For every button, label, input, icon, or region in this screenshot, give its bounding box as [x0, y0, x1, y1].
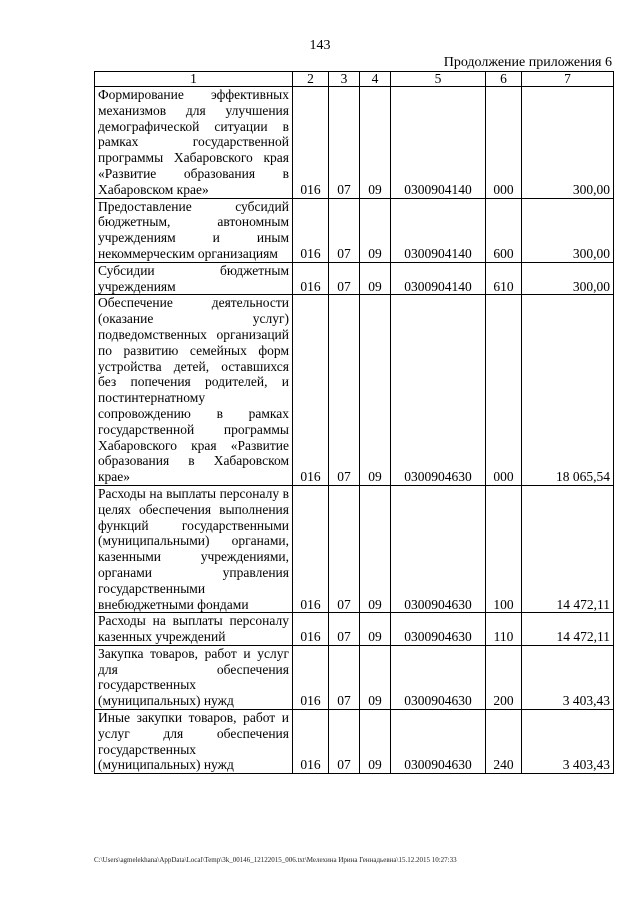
amount: 14 472,11: [522, 485, 614, 612]
amount: 300,00: [522, 87, 614, 199]
expense-type-code: 600: [486, 198, 522, 262]
target-article-code: 0300904630: [391, 645, 486, 709]
section-code: 07: [329, 295, 360, 486]
row-description: Формирование эффективных механизмов для улучшения демографической ситуации в рамках государственной программы Хабаровского края «Развитие образования в Хабаровском крае»: [95, 87, 293, 199]
amount: 300,00: [522, 262, 614, 295]
expense-type-code: 610: [486, 262, 522, 295]
subsection-code: 09: [360, 295, 391, 486]
ministry-code: 016: [293, 645, 329, 709]
expense-type-code: 100: [486, 485, 522, 612]
subsection-code: 09: [360, 613, 391, 646]
expense-type-code: 000: [486, 87, 522, 199]
row-description: Субсидии бюджетным учреждениям: [95, 262, 293, 295]
column-header: 6: [486, 72, 522, 87]
column-header: 7: [522, 72, 614, 87]
column-header: 2: [293, 72, 329, 87]
amount: 3 403,43: [522, 710, 614, 774]
ministry-code: 016: [293, 613, 329, 646]
table-row: [95, 87, 614, 199]
column-header: 3: [329, 72, 360, 87]
target-article-code: 0300904630: [391, 613, 486, 646]
subsection-code: 09: [360, 198, 391, 262]
budget-table: [94, 71, 614, 774]
subsection-code: 09: [360, 87, 391, 199]
target-article-code: 0300904140: [391, 198, 486, 262]
table-row: [95, 645, 614, 709]
amount: 14 472,11: [522, 613, 614, 646]
row-description: Предоставление субсидий бюджетным, автономным учреждениям и иным некоммерческим организациям: [95, 198, 293, 262]
table-row: [95, 295, 614, 486]
expense-type-code: 110: [486, 613, 522, 646]
amount: 300,00: [522, 198, 614, 262]
expense-type-code: 000: [486, 295, 522, 486]
section-code: 07: [329, 87, 360, 199]
row-description: Расходы на выплаты персоналу казенных учреждений: [95, 613, 293, 646]
amount: 18 065,54: [522, 295, 614, 486]
target-article-code: 0300904630: [391, 710, 486, 774]
section-code: 07: [329, 710, 360, 774]
row-description: Обеспечение деятельности (оказание услуг) подведомственных организаций по развитию семейных форм устройства детей, оставшихся без попечения родителей, и постинтернатному сопровождению в рамках государственной программы Хабаровского края «Развитие образования в Хабаровском крае»: [95, 295, 293, 486]
target-article-code: 0300904630: [391, 485, 486, 612]
section-code: 07: [329, 262, 360, 295]
column-header: 4: [360, 72, 391, 87]
section-code: 07: [329, 198, 360, 262]
ministry-code: 016: [293, 262, 329, 295]
subsection-code: 09: [360, 710, 391, 774]
table-header-row: [95, 72, 614, 87]
amount: 3 403,43: [522, 645, 614, 709]
ministry-code: 016: [293, 710, 329, 774]
section-code: 07: [329, 613, 360, 646]
target-article-code: 0300904140: [391, 262, 486, 295]
target-article-code: 0300904630: [391, 295, 486, 486]
file-path-footer: C:\Users\agmelekhana\AppData\Local\Temp\3k_00146_12122015_006.txt\Мелехина Ирина Геннадьевна\15.12.2015 10:27:33: [94, 856, 457, 864]
expense-type-code: 200: [486, 645, 522, 709]
ministry-code: 016: [293, 87, 329, 199]
section-code: 07: [329, 485, 360, 612]
column-header: 1: [95, 72, 293, 87]
row-description: Закупка товаров, работ и услуг для обеспечения государственных (муниципальных) нужд: [95, 645, 293, 709]
expense-type-code: 240: [486, 710, 522, 774]
table-row: [95, 262, 614, 295]
column-header: 5: [391, 72, 486, 87]
subsection-code: 09: [360, 485, 391, 612]
table-row: [95, 485, 614, 612]
ministry-code: 016: [293, 295, 329, 486]
subsection-code: 09: [360, 645, 391, 709]
table-row: [95, 613, 614, 646]
appendix-continuation-label: Продолжение приложения 6: [443, 55, 612, 70]
ministry-code: 016: [293, 198, 329, 262]
page-number: 143: [309, 38, 331, 53]
table-row: [95, 710, 614, 774]
section-code: 07: [329, 645, 360, 709]
row-description: Расходы на выплаты персоналу в целях обеспечения выполнения функций государственными (муниципальными) органами, казенными учреждениями, органами управления государственными внебюджетными фондами: [95, 485, 293, 612]
table-row: [95, 198, 614, 262]
ministry-code: 016: [293, 485, 329, 612]
subsection-code: 09: [360, 262, 391, 295]
row-description: Иные закупки товаров, работ и услуг для обеспечения государственных (муниципальных) нужд: [95, 710, 293, 774]
target-article-code: 0300904140: [391, 87, 486, 199]
